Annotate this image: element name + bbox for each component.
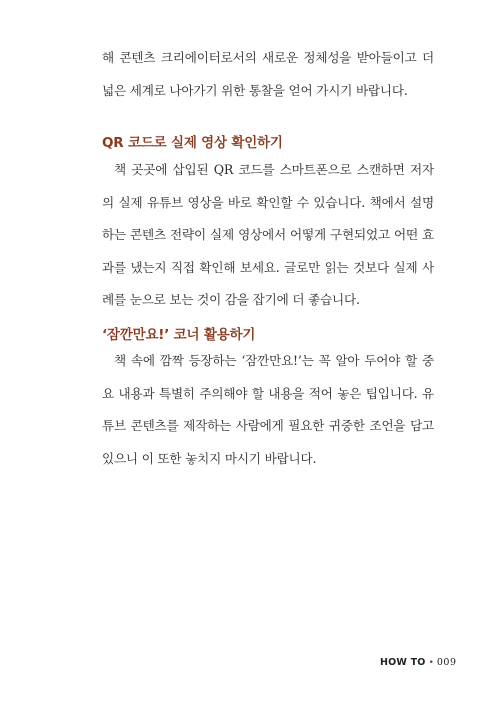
qr-paragraph: 책 곳곳에 삽입된 QR 코드를 스마트폰으로 스캔하면 저자의 실제 유튜브 영상을 바로 확인할 수 있습니다. 책에서 설명하는 콘텐츠 전략이 실제 영상에서 어떻게 구현되었고 어떤 효과를 냈는지 직접 확인해 보세요. 글로만 읽는 것보다 실제 사례를 눈으로 보는 것이 감을 잡기에 더 좋습니다. xyxy=(102,162,434,307)
footer-section-label: HOW TO xyxy=(380,657,426,668)
tip-paragraph: 책 속에 깜짝 등장하는 ‘잠깐만요!’는 꼭 알아 두어야 할 중요 내용과 특별히 주의해야 할 내용을 적어 놓은 팁입니다. 유튜브 콘텐츠를 제작하는 사람에게 필요한 귀중한 조언을 담고 있으니 이 또한 놓치지 마시기 바랍니다. xyxy=(102,353,434,466)
footer-separator: • xyxy=(428,658,434,668)
intro-paragraph: 해 콘텐츠 크리에이터로서의 새로운 정체성을 받아들이고 더 넓은 세계로 나아가기 위한 통찰을 얻어 가시기 바랍니다. xyxy=(102,50,434,98)
section-heading-tip: ‘잠깐만요!’ 코너 활용하기 xyxy=(102,327,256,343)
section-heading-qr: QR 코드로 실제 영상 확인하기 xyxy=(102,135,283,151)
page-footer xyxy=(380,657,457,668)
page-number: 009 xyxy=(436,657,457,668)
